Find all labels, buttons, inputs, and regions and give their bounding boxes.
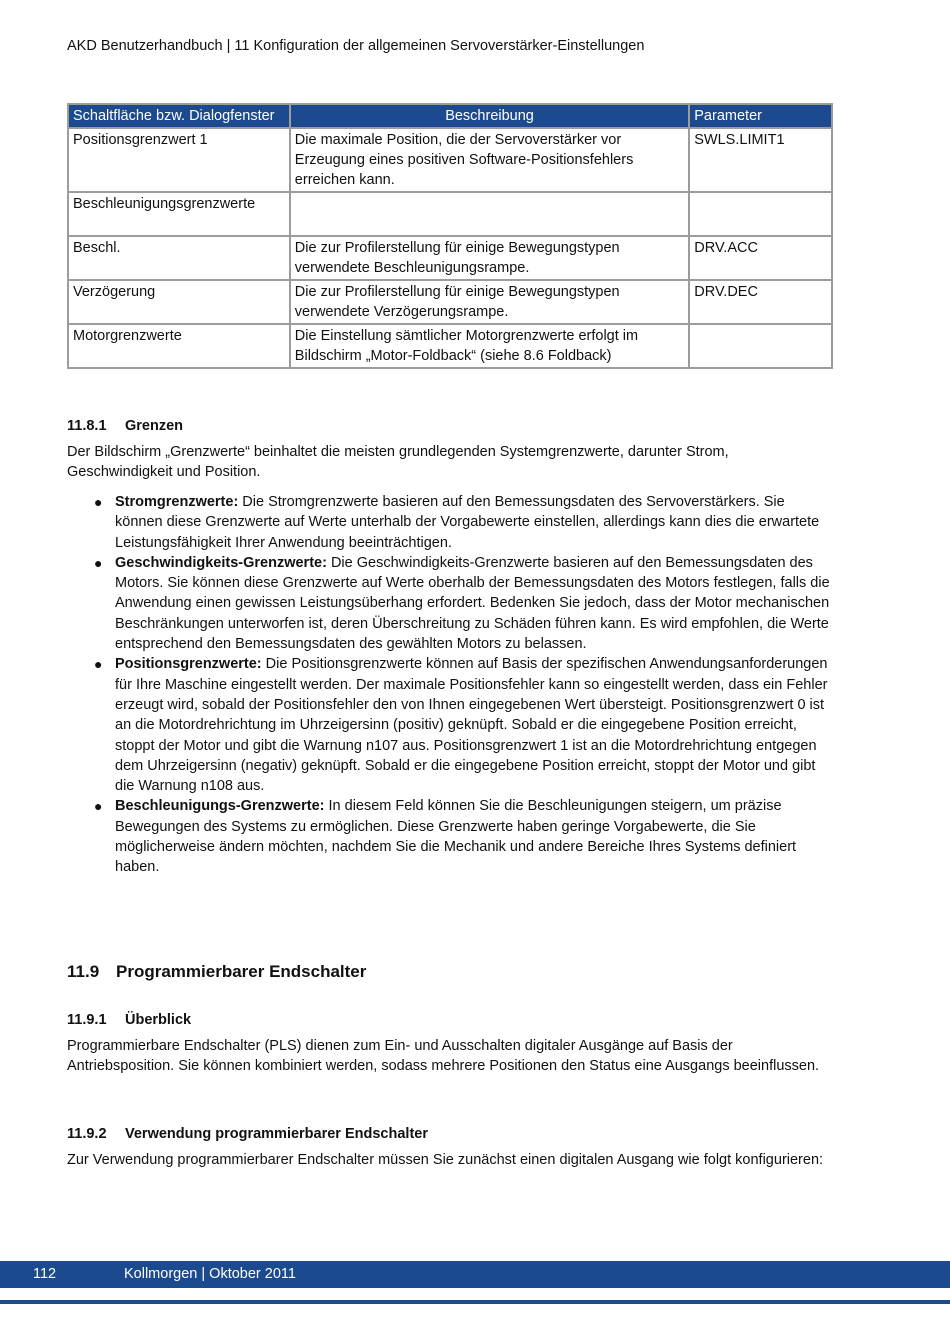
cell-description: Die maximale Position, die der Servoverstärker vor Erzeugung eines positiven Software-Positionsfehlers erreichen kann. xyxy=(290,128,689,192)
bullet-icon: ● xyxy=(94,798,103,815)
cell-button: Verzögerung xyxy=(68,280,290,324)
section-title: Programmierbarer Endschalter xyxy=(116,962,367,981)
bullet-icon: ● xyxy=(94,554,103,571)
cell-group-heading: Motorgrenzwerte xyxy=(68,324,290,368)
section-heading-11-9-1 xyxy=(67,1012,191,1028)
section-intro: Der Bildschirm „Grenzwerte“ beinhaltet die meisten grundlegenden Systemgrenzwerte, darunter Strom, Geschwindigkeit und Position. xyxy=(67,444,729,481)
cell-parameter: SWLS.LIMIT1 xyxy=(689,128,832,192)
cell-description xyxy=(290,192,689,236)
cell-description: Die Einstellung sämtlicher Motorgrenzwerte erfolgt im Bildschirm „Motor-Foldback“ (siehe 8.6 Foldback) xyxy=(290,324,689,368)
section-title: Grenzen xyxy=(125,418,184,434)
cell-button: Positionsgrenzwert 1 xyxy=(68,128,290,192)
bullet-icon: ● xyxy=(94,656,103,673)
footer-divider xyxy=(0,1300,950,1304)
bullet-term: Geschwindigkeits-Grenzwerte: xyxy=(115,554,327,571)
section-heading-11-9-2 xyxy=(67,1126,428,1142)
footer-company: Kollmorgen | Oktober 2011 xyxy=(124,1266,296,1282)
section-number: 11.9.2 xyxy=(67,1126,107,1142)
cell-parameter xyxy=(689,192,832,236)
list-item xyxy=(67,654,833,796)
section-heading-11-9 xyxy=(67,962,366,982)
column-header-description: Beschreibung xyxy=(290,104,689,128)
bullet-term: Stromgrenzwerte: xyxy=(115,494,239,510)
cell-button: Beschl. xyxy=(68,236,290,280)
parameter-table xyxy=(67,103,833,369)
cell-group-heading: Beschleunigungsgrenzwerte xyxy=(68,192,290,236)
bullet-term: Positionsgrenzwerte: xyxy=(115,656,262,673)
bullet-text: Die Stromgrenzwerte basieren auf den Bemessungsdaten des Servoverstärkers. Sie können diese Grenzwerte auf Werte unterhalb der Vorgabewerte einstellen, allerdings kann dies die erwartete Leistungsfähigkeit Ihrer Anwendung beeinträchtigen. xyxy=(115,494,820,551)
table-header-row xyxy=(68,104,832,128)
cell-parameter xyxy=(689,324,832,368)
table-row xyxy=(68,236,832,280)
bullet-text: Die Positionsgrenzwerte können auf Basis der spezifischen Anwendungsanforderungen für Ihre Maschine eingestellt werden. Der maximale Positionsfehler kann so eingestellt werden, dass ein Fehler erzeugt wird, sobald der Positionsfehler den von Ihnen eingegebenen Wert übersteigt. Positionsgrenzwert 0 ist an die Motordrehrichtung im Uhrzeigersinn (positiv) geknüpft. Sobald er die eingegebene Position erreicht, stoppt der Motor und gibt die Warnung n107 aus. Positionsgrenzwert 1 ist an die Motordrehrichtung entgegen dem Uhrzeigersinn (negativ) geknüpft. Sobald er die eingegebene Position erreicht, stoppt der Motor und gibt die Warnung n108 aus. xyxy=(115,656,828,795)
section-number: 11.9.1 xyxy=(67,1012,107,1028)
section-number: 11.9 xyxy=(67,962,100,981)
bullet-term: Beschleunigungs-Grenzwerte: xyxy=(115,798,325,815)
limits-bullet-list xyxy=(67,492,833,878)
section-number: 11.8.1 xyxy=(67,418,107,434)
list-item xyxy=(67,492,833,553)
table-row xyxy=(68,192,832,236)
section-heading-11-8-1 xyxy=(67,418,183,434)
section-title: Verwendung programmierbarer Endschalter xyxy=(125,1126,428,1142)
bullet-text: Die Geschwindigkeits-Grenzwerte basieren auf den Bemessungsdaten des Motors. Sie können diese Grenzwerte auf Werte oberhalb der Bemessungsdaten des Motors festlegen, falls die Anwendung einen gewissen Leistungsüberhang erfordert. Bedenken Sie jedoch, dass der Motor mechanischen Beschränkungen unterworfen ist, deren Überschreitung zu Schäden führen kann. Es wird empfohlen, die Werte entsprechend den Bemessungsdaten des gewählten Motors zu belassen. xyxy=(115,554,830,653)
list-item xyxy=(67,796,833,877)
column-header-button: Schaltfläche bzw. Dialogfenster xyxy=(68,104,290,128)
section-title: Überblick xyxy=(125,1012,192,1028)
list-item xyxy=(67,553,833,654)
page-number: 112 xyxy=(33,1266,57,1282)
cell-parameter: DRV.DEC xyxy=(689,280,832,324)
section-text: Zur Verwendung programmierbarer Endschalter müssen Sie zunächst einen digitalen Ausgang wie folgt konfigurieren: xyxy=(67,1152,824,1168)
cell-parameter: DRV.ACC xyxy=(689,236,832,280)
table-row xyxy=(68,128,832,192)
cell-description: Die zur Profilerstellung für einige Bewegungstypen verwendete Beschleunigungsrampe. xyxy=(290,236,689,280)
cell-description: Die zur Profilerstellung für einige Bewegungstypen verwendete Verzögerungsrampe. xyxy=(290,280,689,324)
bullet-icon: ● xyxy=(94,494,103,510)
running-header: AKD Benutzerhandbuch | 11 Konfiguration der allgemeinen Servoverstärker-Einstellungen xyxy=(67,38,645,54)
page-footer xyxy=(0,1261,950,1288)
column-header-parameter: Parameter xyxy=(689,104,832,128)
table-row xyxy=(68,324,832,368)
table-row xyxy=(68,280,832,324)
bullet-text: In diesem Feld können Sie die Beschleunigungen steigern, um präzise Bewegungen des Systems zu ermöglichen. Diese Grenzwerte haben geringe Vorgabewerte, die Sie möglicherweise ändern möchten, nachdem Sie die Mechanik und andere Bereiche Ihres Systems definiert haben. xyxy=(115,798,797,876)
section-text: Programmierbare Endschalter (PLS) dienen zum Ein- und Ausschalten digitaler Ausgänge auf Basis der Antriebsposition. Sie können kombiniert werden, sodass mehrere Positionen den Status eine Ausgangs beeinflussen. xyxy=(67,1038,820,1075)
